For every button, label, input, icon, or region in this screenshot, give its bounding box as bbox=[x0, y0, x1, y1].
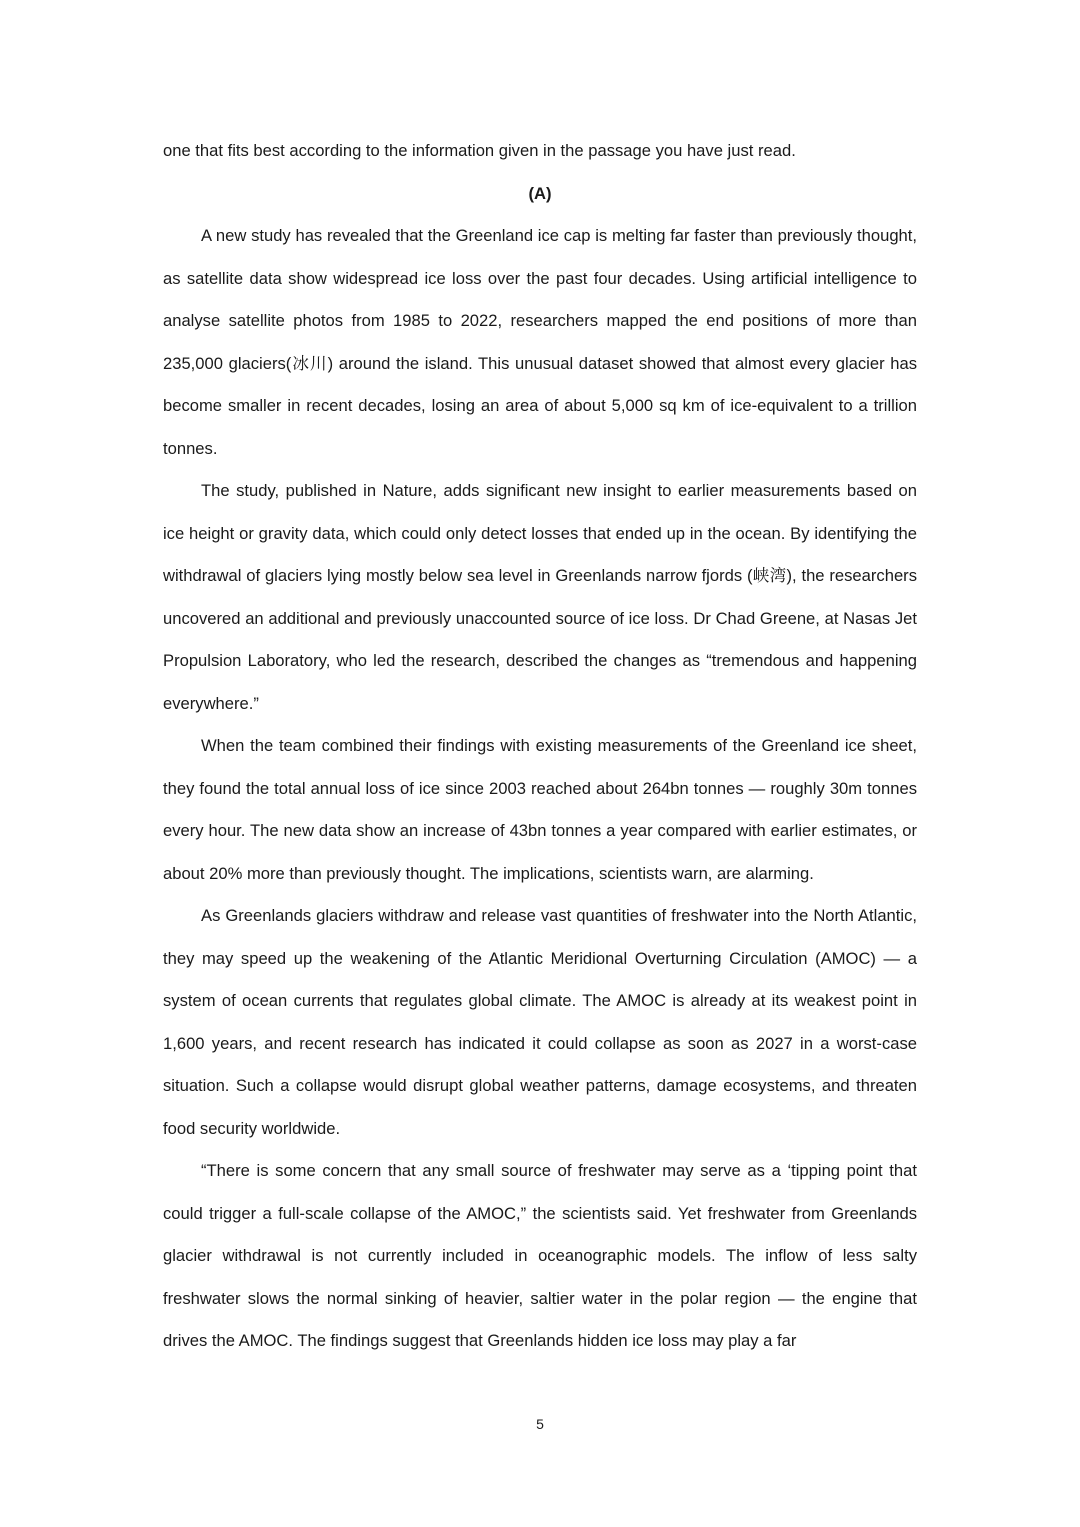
paragraph-4: As Greenlands glaciers withdraw and release vast quantities of freshwater into the North Atlantic, they may speed up the weakening of the Atlantic Meridional Overturning Circulation (AMOC) — a system of ocean currents that regulates global climate. The AMOC is already at its weakest point in 1,600 years, and recent research has indicated it could collapse as soon as 2027 in a worst-case situation. Such a collapse would disrupt global weather patterns, damage ecosystems, and threaten food security worldwide. bbox=[163, 906, 917, 1138]
paragraph-3: When the team combined their findings with existing measurements of the Greenland ice sheet, they found the total annual loss of ice since 2003 reached about 264bn tonnes — roughly 30m tonnes every hour. The new data show an increase of 43bn tonnes a year compared with earlier estimates, or about 20% more than previously thought. The implications, scientists warn, are alarming. bbox=[163, 736, 917, 883]
passage-body bbox=[163, 130, 917, 1363]
page-number: 5 bbox=[536, 1416, 544, 1432]
intro-line: one that fits best according to the information given in the passage you have just read. bbox=[163, 141, 796, 160]
section-heading: (A) bbox=[528, 183, 552, 203]
paragraph-1: A new study has revealed that the Greenland ice cap is melting far faster than previously thought, as satellite data show widespread ice loss over the past four decades. Using artificial intelligence to analyse satellite photos from 1985 to 2022, researchers mapped the end positions of more than 235,000 glaciers(冰川) around the island. This unusual dataset showed that almost every glacier has become smaller in recent decades, losing an area of about 5,000 sq km of ice-equivalent to a trillion tonnes. bbox=[163, 226, 917, 458]
paragraph-2: The study, published in Nature, adds significant new insight to earlier measurements based on ice height or gravity data, which could only detect losses that ended up in the ocean. By identifying the withdrawal of glaciers lying mostly below sea level in Greenlands narrow fjords (峡湾), the researchers uncovered an additional and previously unaccounted source of ice loss. Dr Chad Greene, at Nasas Jet Propulsion Laboratory, who led the research, described the changes as “tremendous and happening everywhere.” bbox=[163, 481, 917, 713]
paragraph-5: “There is some concern that any small source of freshwater may serve as a ‘tipping point that could trigger a full-scale collapse of the AMOC,” the scientists said. Yet freshwater from Greenlands glacier withdrawal is not currently included in oceanographic models. The inflow of less salty freshwater slows the normal sinking of heavier, saltier water in the polar region — the engine that drives the AMOC. The findings suggest that Greenlands hidden ice loss may play a far bbox=[163, 1161, 917, 1350]
